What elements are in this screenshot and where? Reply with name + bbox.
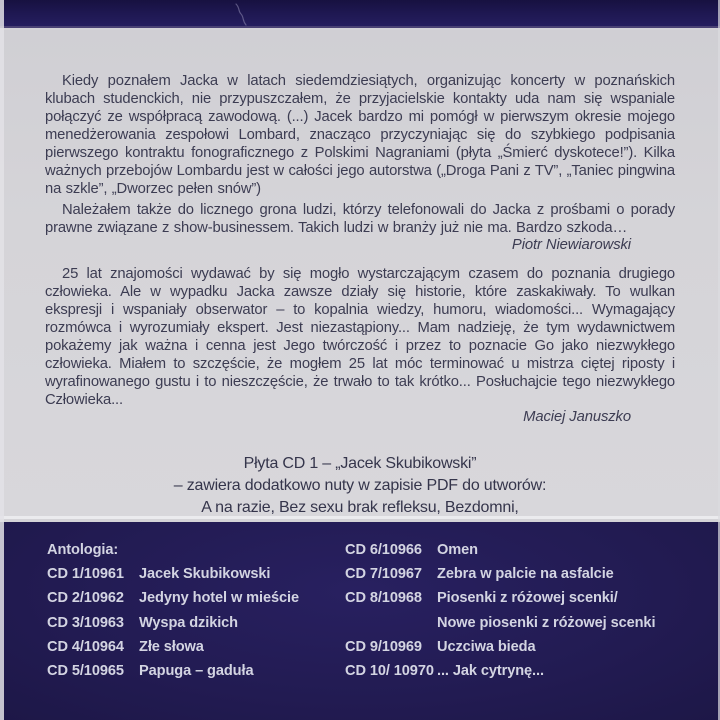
anthology-entry [47, 590, 345, 614]
album-title: Uczciwa bieda [437, 638, 536, 655]
anthology-entry [345, 639, 696, 663]
album-title: Nowe piosenki z różowej scenki [437, 614, 656, 631]
anthology-section [0, 522, 720, 720]
cd1-note-line-1: Płyta CD 1 – „Jacek Skubikowski” [243, 455, 477, 472]
anthology-entry [47, 615, 345, 639]
signature-maciej-januszko: Maciej Januszko [523, 408, 631, 425]
anthology-header-row [47, 542, 345, 566]
liner-paragraph-1: Kiedy poznałem Jacka w latach siedemdziesiątych, organizując koncerty w poznańskich klubach studenckich, nie przypuszczałem, że przyjacielskie kontakty uda nam się wspaniale połączyć ze współpracą zawodową. (...) Jacek bardzo mi pomógł w pierwszym okresie mojego menedżerowania zespołowi Lombard, znacząco przyczyniając się do szybkiego podpisania pierwszego kontraktu fonograficznego z Polskimi Nagraniami (płyta „Śmierć dyskotece!”). Kilka ważnych przebojów Lombardu jest w całości jego autorstwa („Droga Pani z TV”, „Taniec pingwina na szkle”, „Dworzec pełen snów”) [45, 73, 675, 197]
anthology-entry [47, 639, 345, 663]
anthology-column-right [345, 542, 696, 720]
anthology-entry [345, 663, 696, 687]
cd1-note-line-3: A na razie, Bez sexu brak refleksu, Bezdomni, [201, 499, 519, 516]
album-title: Piosenki z różowej scenki/ [437, 590, 618, 607]
liner-paragraph-2: Należałem także do licznego grona ludzi, którzy telefonowali do Jacka z prośbami o porady prawne związane z show-businessem. Takich ludzi w branży już nie ma. Bardzo szkoda… [45, 202, 675, 236]
scratch-mark [228, 2, 254, 28]
album-title: Wyspa dzikich [139, 614, 238, 631]
anthology-entry [47, 663, 345, 687]
photo-edge-left [0, 0, 4, 720]
catalog-number: CD 7/10967 [345, 566, 422, 583]
album-title: Omen [437, 542, 478, 558]
catalog-number: CD 6/10966 [345, 542, 422, 558]
anthology-entry-continuation [345, 615, 696, 639]
album-title: Jedyny hotel w mieście [139, 590, 300, 607]
liner-notes [0, 30, 720, 519]
album-title: Papuga – gaduła [139, 662, 254, 679]
album-title: Zebra w palcie na asfalcie [437, 566, 614, 583]
album-title: Jacek Skubikowski [139, 566, 271, 583]
signature-piotr-niewiarowski: Piotr Niewiarowski [511, 237, 631, 253]
catalog-number: CD 8/10968 [345, 590, 422, 607]
catalog-number: CD 1/10961 [47, 566, 124, 583]
catalog-number: CD 3/10963 [47, 614, 124, 631]
anthology-column-left [47, 542, 345, 720]
liner-paragraph-3: 25 lat znajomości wydawać by się mogło wystarczającym czasem do poznania drugiego człowieka. Ale w wypadku Jacka zawsze działy się historie, które zaskakiwały. To wulkan ekspresji i wspaniały obserwator – to kopalnia wiedzy, humoru, wiadomości... Wymagający rozmówca i wyrozumiały ekspert. Jest niezastąpiony... Mam nadzieję, że tym wydawnictwem pokażemy jak ważna i cenna jest Jego twórczość i przez to poznacie Go jako niezwykłego człowieka. Miałem to szczęście, że mogłem 25 lat móc terminować u mistrza ciętej riposty i wyrafinowanego gustu i to nieszczęście, że trwało to tak krótko... Posłuchajcie tego niezwykłego Człowieka... [45, 265, 675, 408]
anthology-entry [345, 566, 696, 590]
catalog-number: CD 4/10964 [47, 638, 124, 655]
catalog-number: CD 9/10969 [345, 638, 422, 655]
catalog-number: CD 10/ 10970 [345, 662, 434, 679]
album-title: ... Jak cytrynę... [437, 662, 544, 679]
anthology-entry [47, 566, 345, 590]
catalog-number: CD 2/10962 [47, 590, 124, 607]
catalog-number: CD 5/10965 [47, 662, 124, 679]
top-navy-band [0, 0, 720, 28]
cd1-note-line-2: – zawiera dodatkowo nuty w zapisie PDF do utworów: [173, 477, 547, 494]
anthology-entry [345, 590, 696, 614]
anthology-label: Antologia: [47, 542, 119, 558]
album-title: Złe słowa [139, 638, 204, 655]
anthology-entry [345, 542, 696, 566]
